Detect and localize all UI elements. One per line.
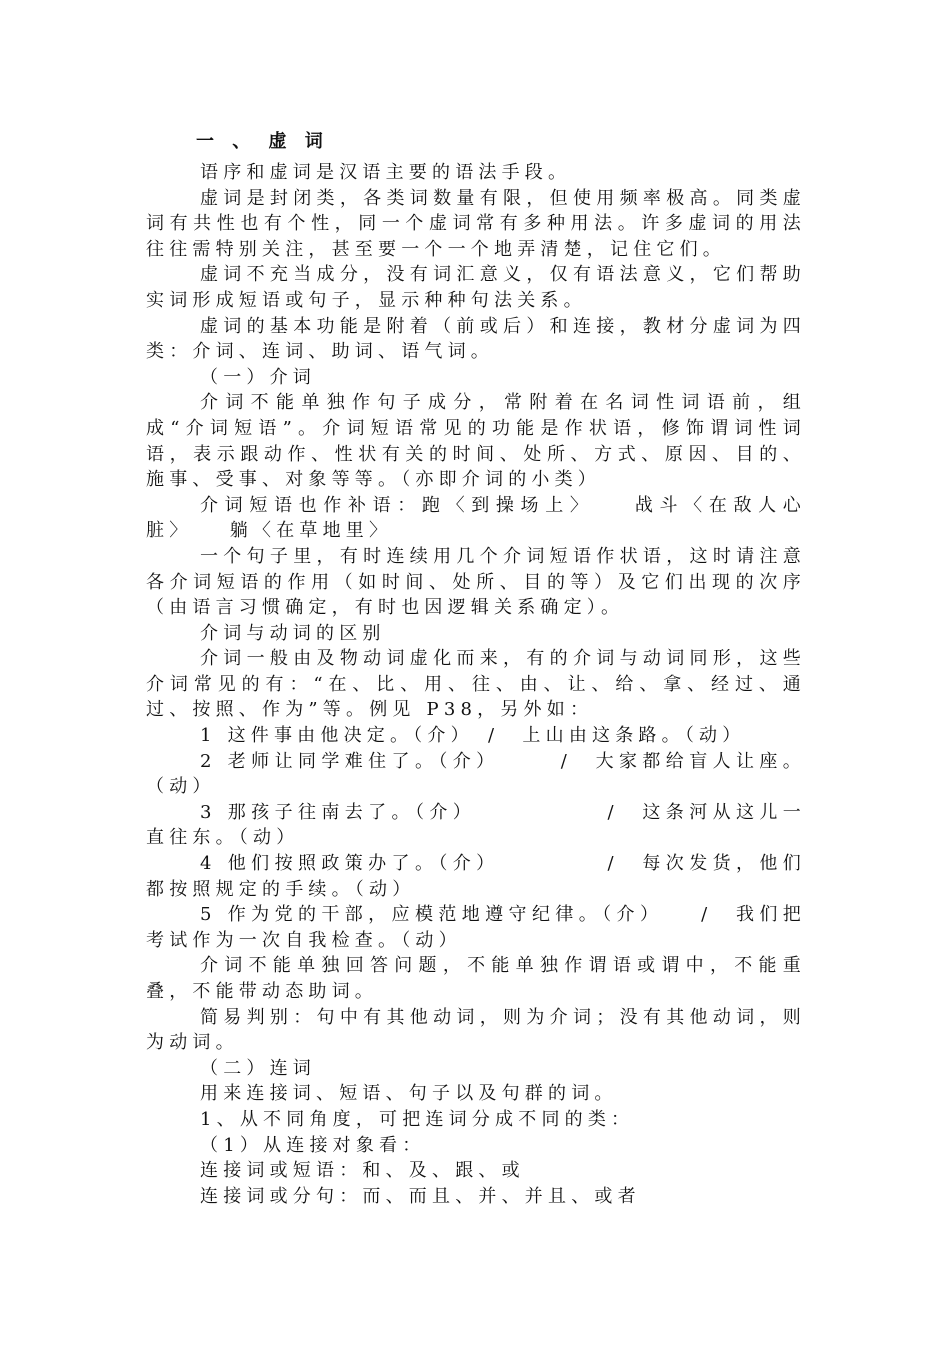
paragraph: 介词一般由及物动词虚化而来，有的介词与动词同形，这些介词常见的有：“在、比、用、往、由、让、给、拿、经过、通过、按照、作为”等。例见 P38，另外如：: [146, 648, 806, 721]
paragraph: 语序和虚词是汉语主要的语法手段。: [200, 162, 572, 183]
example-item: 3 那孩子往南去了。（介） / 这条河从这儿一直往东。（动）: [146, 801, 806, 849]
paragraph: 介词不能单独回答问题，不能单独作谓语或谓中，不能重叠，不能带动态助词。: [146, 955, 806, 1002]
section-heading: 一 、 虚 词: [196, 131, 329, 152]
list-item: 连接词或分句：而、而且、并、并且、或者: [200, 1185, 641, 1207]
document-page: [146, 124, 806, 1209]
paragraph: 虚词不充当成分，没有词汇意义，仅有语法意义，它们帮助实词形成短语或句子，显示种种句法关系。: [146, 264, 806, 311]
example-item: 1 这件事由他决定。（介） / 上山由这条路。（动）: [200, 725, 746, 747]
subsection-heading-prepositions: （一）介词: [200, 366, 316, 388]
paragraph: 虚词是封闭类，各类词数量有限，但使用频率极高。同类虚词有共性也有个性，同一个虚词常有多种用法。许多虚词的用法往往需特别关注，甚至要一个一个地弄清楚，记住它们。: [146, 187, 806, 260]
example-item: 2 老师让同学难住了。（介） / 大家都给盲人让座。（动）: [146, 750, 806, 798]
paragraph: 1、从不同角度，可把连词分成不同的类：: [200, 1108, 635, 1130]
example-item: 4 他们按照政策办了。（介） / 每次发货，他们都按照规定的手续。（动）: [146, 853, 806, 900]
paragraph: 介词短语也作补语：跑〈到操场上〉 战斗〈在敌人心脏〉 躺〈在草地里〉: [146, 494, 806, 542]
list-heading: （1）从连接对象看：: [200, 1134, 426, 1156]
paragraph: 简易判别：句中有其他动词，则为介词；没有其他动词，则为动词。: [146, 1006, 806, 1054]
paragraph: 用来连接词、短语、句子以及句群的词。: [200, 1083, 618, 1105]
subsection-heading-conjunctions: （二）连词: [200, 1057, 316, 1079]
example-item: 5 作为党的干部，应模范地遵守纪律。（介） / 我们把考试作为一次自我检查。（动）: [146, 904, 806, 951]
paragraph: 介词不能单独作句子成分，常附着在名词性词语前，组成“介词短语”。介词短语常见的功能是作状语，修饰谓词性词语，表示跟动作、性状有关的时间、处所、方式、原因、目的、施事、受事、对象等等。（亦即介词的小类）: [146, 392, 806, 491]
paragraph: 虚词的基本功能是附着（前或后）和连接，教材分虚词为四类：介词、连词、助词、语气词。: [146, 315, 806, 363]
paragraph: 一个句子里，有时连续用几个介词短语作状语，这时请注意各介词短语的作用（如时间、处所、目的等）及它们出现的次序（由语言习惯确定，有时也因逻辑关系确定）。: [146, 545, 806, 619]
paragraph-heading: 介词与动词的区别: [200, 622, 386, 644]
list-item: 连接词或短语：和、及、跟、或: [200, 1160, 525, 1182]
body-text: [146, 160, 806, 1209]
